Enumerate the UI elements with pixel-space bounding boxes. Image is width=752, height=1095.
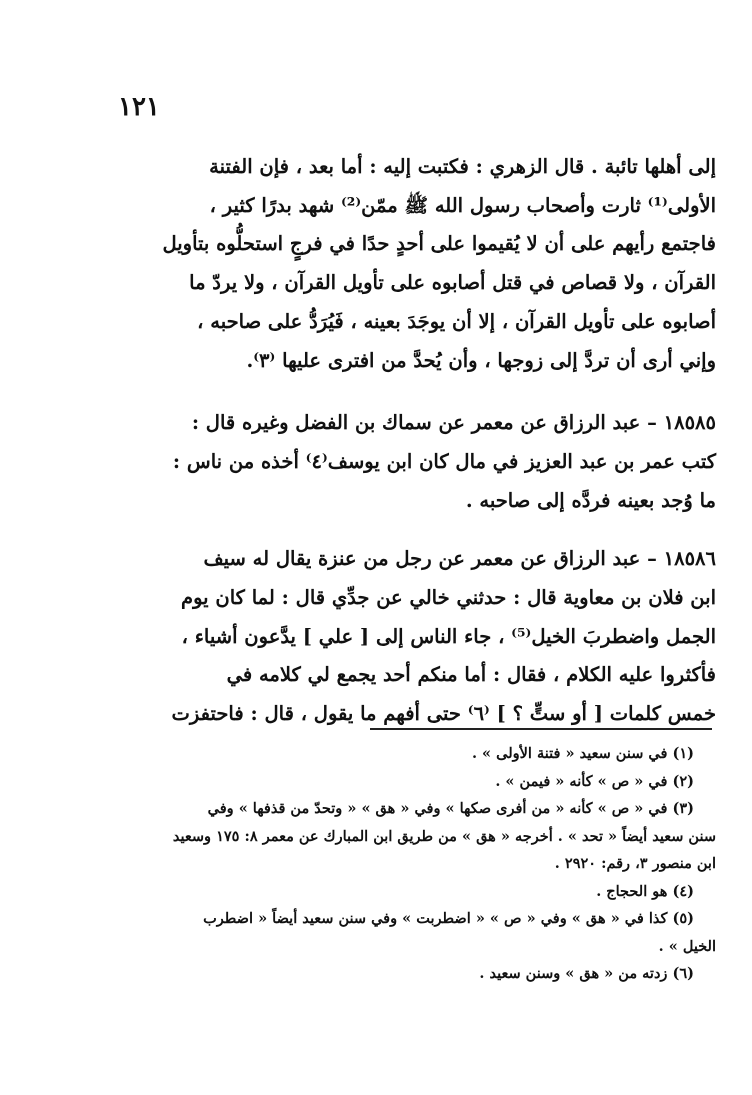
footnote-4: (٤) هو الحجاج . <box>596 882 694 900</box>
main-text <box>62 148 716 734</box>
footnote-1: (١) في سنن سعيد « فتنة الأولى » . <box>471 745 694 762</box>
hadith-18586-line: فأكثروا عليه الكلام ، فقال : أما منكم أحد يجمع لي كلامه في <box>226 663 716 687</box>
footnote-5-line2: الخيل » . <box>658 937 716 955</box>
hadith-18585-line: كتب عمر بن عبد العزيز في مال كان ابن يوسف⁽٤⁾ أخذه من ناس : <box>172 449 716 473</box>
footnote-3-line3: ابن منصور ٣، رقم: ٢٩٢٠ . <box>554 855 716 872</box>
footnote-2: (٢) في « ص » كأنه « فيمن » . <box>495 772 694 790</box>
footnote-3-line2: سنن سعيد أيضاً « تحد » . أخرجه « هق » من طريق ابن المبارك عن معمر ٨: ١٧٥ وسعيد <box>172 827 716 845</box>
hadith-18585-line: ١٨٥٨٥ – عبد الرزاق عن معمر عن سماك بن الفضل وغيره قال : <box>191 411 716 435</box>
hadith-18585-line: ما وُجد بعينه فردَّه إلى صاحبه . <box>465 488 716 512</box>
footnote-3-line1: (٣) في « ص » كأنه « من أفرى صكها » وفي « هق » « وتحدّ من قذفها » وفي <box>207 800 694 817</box>
text-line: إلى أهلها تائبة . قال الزهري : فكتبت إليه : أما بعد ، فإن الفتنة <box>209 155 716 178</box>
hadith-18586-line: ابن فلان بن معاوية قال : حدثني خالي عن جدِّي قال : لما كان يوم <box>181 586 716 610</box>
text-line: القرآن ، ولا قصاص في قتل أصابوه على تأويل القرآن ، ولا يردّ ما <box>189 271 716 295</box>
footnote-separator <box>370 728 712 730</box>
text-line: الأولى⁽¹⁾ ثارت وأصحاب رسول الله ﷺ ممّن⁽²⁾ شهد بدرًا كثير ، <box>209 193 716 217</box>
text-line: فاجتمع رأيهم على أن لا يُقيموا على أحدٍ حدًا في فرجٍ استحلُّوه بتأويل <box>162 232 716 256</box>
hadith-18586-line: ١٨٥٨٦ – عبد الرزاق عن معمر عن رجل من عنزة يقال له سيف <box>203 547 716 571</box>
footnote-6: (٦) زدته من « هق » وسنن سعيد . <box>479 965 694 982</box>
footnotes <box>72 740 716 988</box>
text-line: أصابوه على تأويل القرآن ، إلا أن يوجَدَ بعينه ، فَيُرَدُّ على صاحبه ، <box>197 309 716 333</box>
hadith-18586-line: خمس كلمات [ أو ستٍّ ؟ ] ⁽٦⁾ حتى أفهم ما يقول ، قال : فاحتفزت <box>171 702 716 726</box>
text-line: وإني أرى أن تردَّ إلى زوجها ، وأن يُحدَّ من افترى عليها ⁽٣⁾. <box>246 348 716 372</box>
page-number: ١٢١ <box>118 92 160 122</box>
hadith-18586-line: الجمل واضطربَ الخيل⁽⁵⁾ ، جاء الناس إلى [ علي ] يدَّعون أشياء ، <box>181 624 716 648</box>
footnote-5-line1: (٥) كذا في « هق » وفي « ص » « اضطربت » وفي سنن سعيد أيضاً « اضطرب <box>203 910 694 927</box>
